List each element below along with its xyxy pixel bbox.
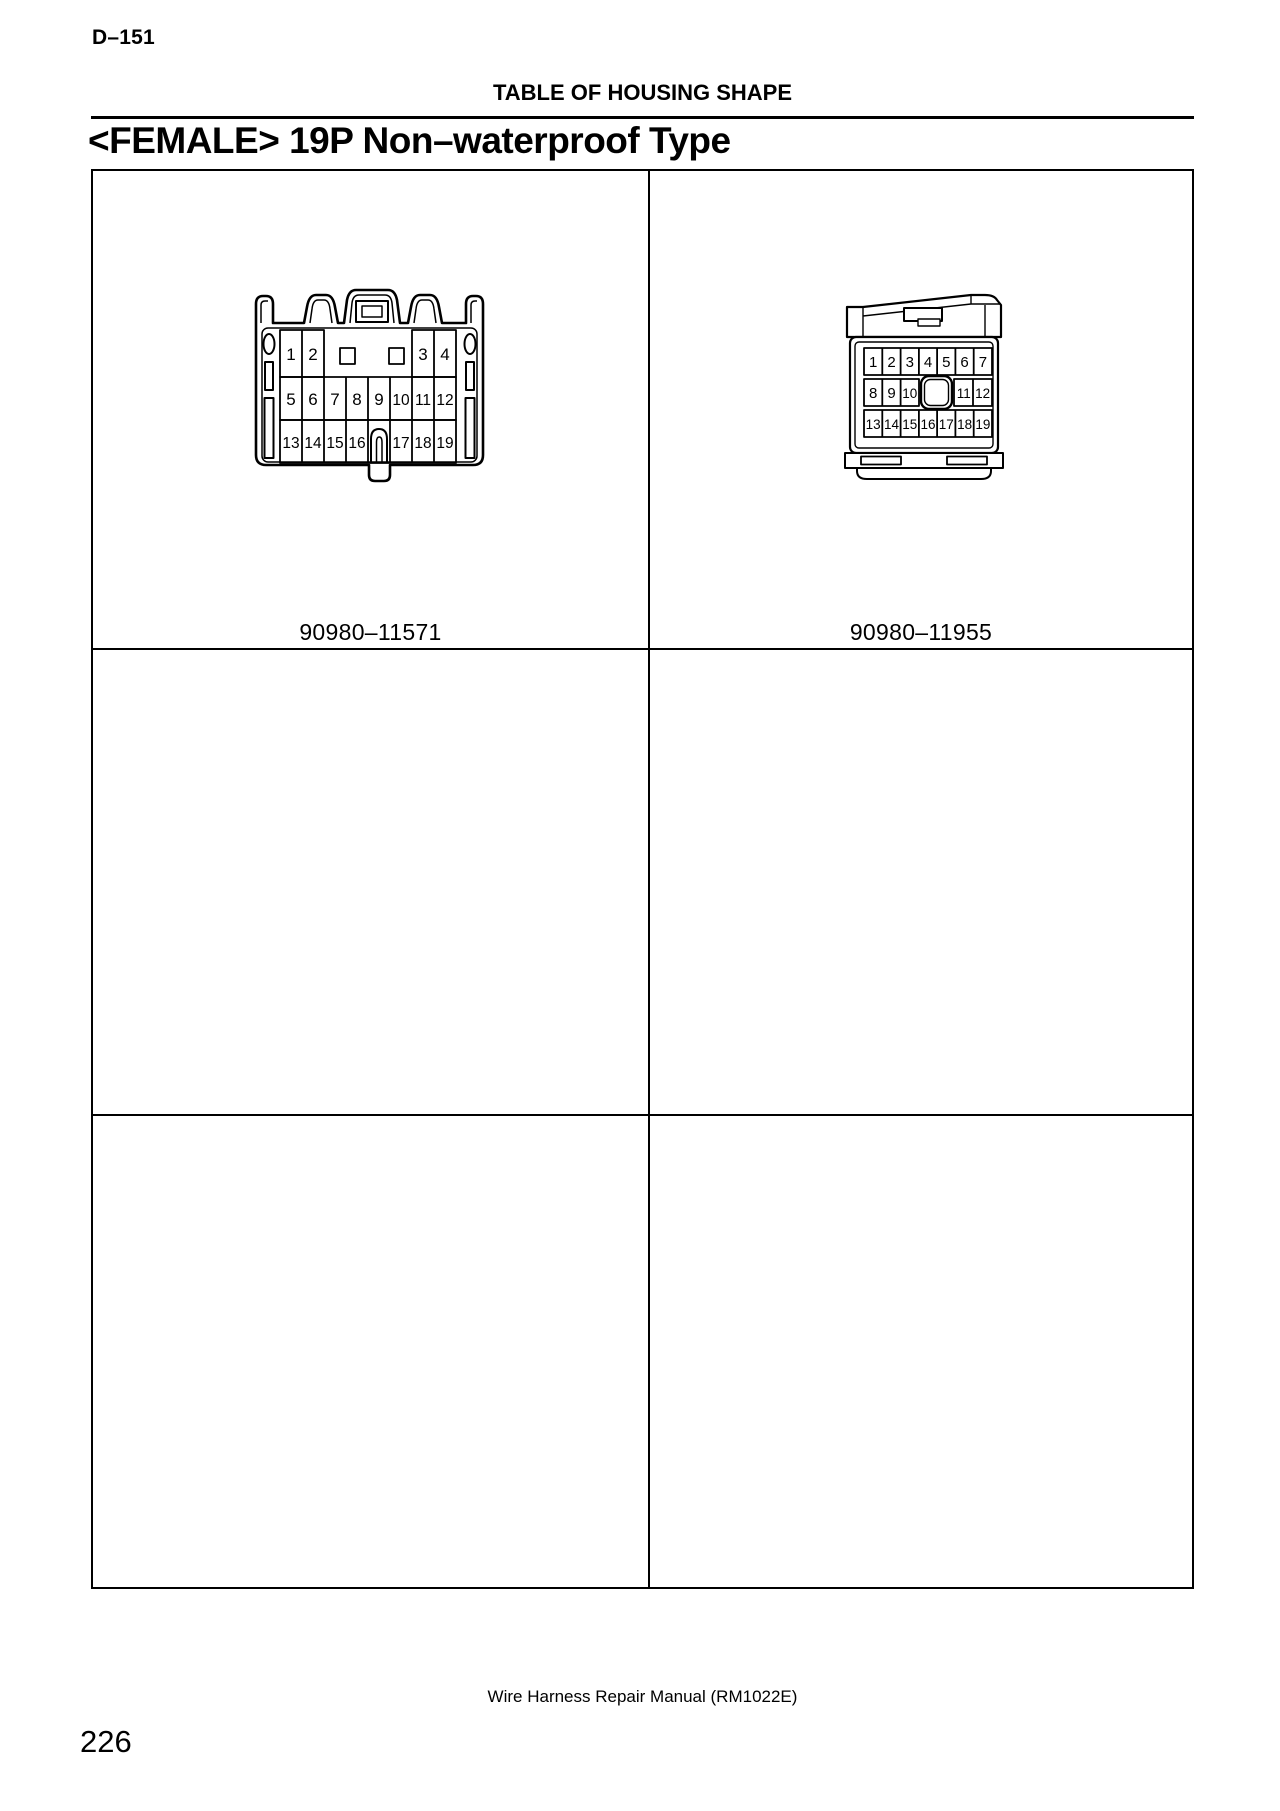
section-title: <FEMALE> 19P Non–waterproof Type — [88, 120, 731, 161]
pin-number: 17 — [938, 417, 954, 432]
pin-number: 6 — [960, 354, 969, 371]
page-number: 226 — [80, 1724, 132, 1759]
pin-number: 8 — [352, 390, 362, 409]
pin-number: 10 — [902, 386, 918, 401]
pin-number: 11 — [414, 392, 432, 409]
pin-number: 17 — [392, 435, 410, 452]
doc-ref: D–151 — [92, 26, 155, 49]
pin-number: 12 — [436, 392, 454, 409]
pin-number: 13 — [282, 435, 300, 452]
pin-number: 7 — [330, 390, 340, 409]
part-number-right: 90980–11955 — [849, 619, 993, 645]
connector-diagram-90980-11955 — [844, 293, 1004, 483]
side-slot-right-lower — [466, 398, 475, 458]
pin-number: 12 — [975, 386, 991, 401]
footer-manual-reference: Wire Harness Repair Manual (RM1022E) — [487, 1687, 798, 1706]
table-row-divider-2 — [93, 1114, 1192, 1116]
pin-number: 4 — [440, 345, 450, 364]
pin-number: 10 — [392, 392, 410, 409]
latch-clip-inner — [362, 306, 382, 317]
rail-slot-left — [861, 457, 901, 465]
side-hole-right — [465, 334, 476, 354]
tower-foot-right — [389, 348, 404, 364]
pin-number: 18 — [414, 435, 432, 452]
pin-number: 2 — [308, 345, 318, 364]
tower-foot-left — [340, 348, 355, 364]
pin-number: 15 — [902, 417, 918, 432]
pin-number: 6 — [308, 390, 318, 409]
pin-number: 3 — [905, 354, 914, 371]
pin-number: 11 — [956, 386, 971, 401]
pin-number: 16 — [348, 435, 366, 452]
pin-number: 19 — [436, 435, 454, 452]
side-slot-right-upper — [466, 362, 474, 390]
pin-number: 5 — [286, 390, 296, 409]
pin-number: 9 — [887, 385, 896, 402]
pin-number: 14 — [883, 417, 900, 432]
pin-number: 4 — [923, 354, 933, 371]
part-number-left: 90980–11571 — [299, 619, 442, 645]
pin-number: 19 — [975, 417, 991, 432]
base-skirt — [857, 468, 991, 479]
latch-hole-inner — [925, 380, 949, 406]
pin-number: 9 — [374, 390, 384, 409]
header-rule — [91, 116, 1194, 119]
connector-diagram-90980-11571 — [252, 288, 487, 484]
side-slot-left-upper — [265, 362, 273, 390]
side-slot-left-lower — [265, 398, 274, 458]
pin-number: 18 — [957, 417, 973, 432]
pin-number: 5 — [942, 354, 951, 371]
housing-shape-table — [91, 169, 1194, 1589]
pin-number: 8 — [869, 385, 878, 402]
table-row-divider-1 — [93, 648, 1192, 650]
rail-slot-right — [947, 457, 987, 465]
pin-number: 14 — [304, 435, 322, 452]
pin-number: 1 — [869, 354, 878, 371]
pin-number: 1 — [286, 345, 296, 364]
pin-number: 15 — [326, 435, 344, 452]
cap-tab-inner — [918, 319, 940, 326]
side-hole-left — [264, 334, 275, 354]
table-column-divider — [648, 171, 650, 1587]
pin-number: 3 — [418, 345, 428, 364]
pin-number: 7 — [978, 354, 988, 371]
pin-number: 13 — [865, 417, 881, 432]
pin-number: 16 — [920, 417, 936, 432]
page-header-title: TABLE OF HOUSING SHAPE — [492, 80, 793, 105]
pin-number: 2 — [887, 354, 896, 371]
